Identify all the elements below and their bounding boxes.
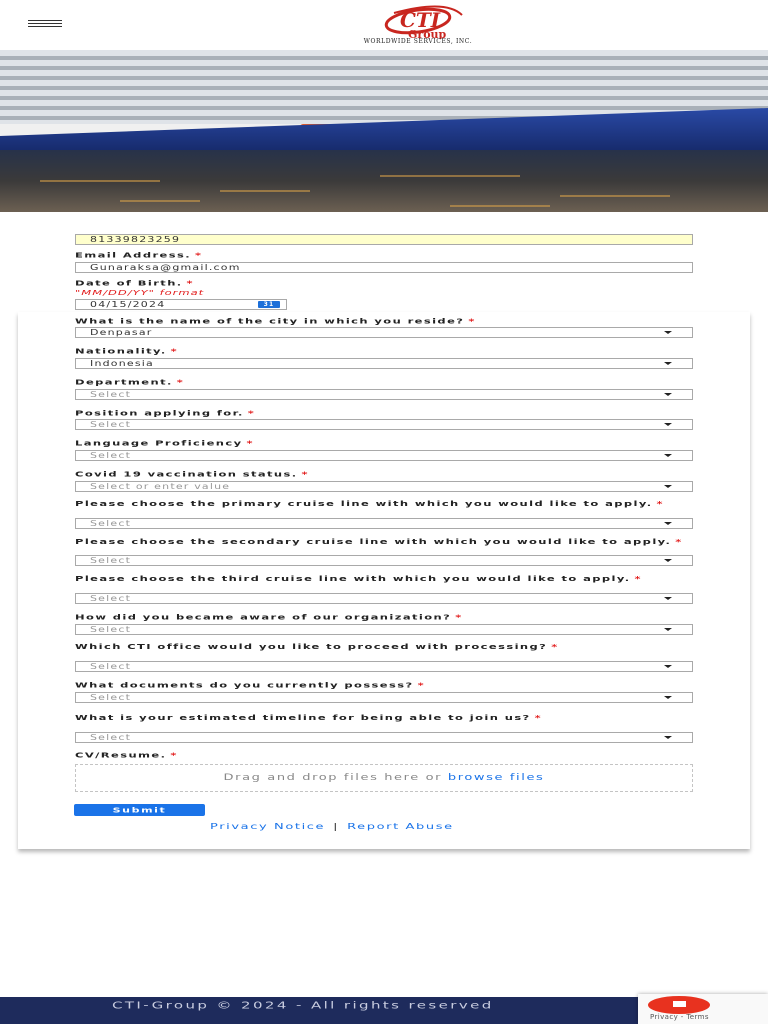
position-label: Position applying for. * (75, 408, 256, 418)
submit-button[interactable] (74, 804, 205, 816)
chevron-down-icon (664, 362, 672, 365)
timeline-select[interactable] (75, 732, 693, 743)
department-label: Department. * (75, 377, 185, 387)
chevron-down-icon (664, 522, 672, 525)
third-cruise-placeholder: Select (90, 593, 132, 604)
form-links (210, 822, 560, 831)
documents-placeholder: Select (90, 692, 132, 703)
language-select[interactable] (75, 450, 693, 461)
recaptcha-terms[interactable]: Privacy - Terms (650, 1013, 709, 1021)
nationality-value: Indonesia (90, 358, 154, 369)
third-cruise-label: Please choose the third cruise line with which you would like to apply. * (75, 574, 642, 584)
chevron-down-icon (664, 597, 672, 600)
language-label: Language Proficiency * (75, 438, 254, 448)
office-placeholder: Select (90, 661, 132, 672)
covid-select[interactable] (75, 481, 693, 492)
privacy-notice-link[interactable]: Privacy Notice (210, 822, 326, 832)
aware-placeholder: Select (90, 624, 132, 635)
office-select[interactable] (75, 661, 693, 672)
submit-label: Submit (112, 806, 167, 815)
link-separator: | (333, 822, 340, 832)
hero-cruise-ship-image (0, 50, 768, 212)
chevron-down-icon (664, 331, 672, 334)
chevron-down-icon (664, 393, 672, 396)
position-placeholder: Select (90, 419, 132, 430)
chevron-down-icon (664, 628, 672, 631)
cv-dropzone[interactable] (75, 764, 693, 792)
browse-files-link[interactable]: browse files (447, 772, 545, 783)
top-bar (0, 0, 768, 50)
city-label: What is the name of the city in which you reside? * (75, 316, 476, 326)
third-cruise-select[interactable] (75, 593, 693, 604)
phone-input[interactable] (75, 234, 693, 245)
logo-mark (336, 3, 500, 39)
city-value: Denpasar (90, 327, 153, 338)
dob-format-hint: "MM/DD/YY" format (75, 288, 205, 297)
cti-logo[interactable] (336, 3, 500, 47)
timeline-placeholder: Select (90, 732, 132, 743)
logo-word: Group (408, 28, 447, 39)
dropzone-text: Drag and drop files here or (223, 772, 443, 783)
recaptcha-badge[interactable] (638, 994, 768, 1024)
dob-value: 04/15/2024 (90, 299, 166, 310)
chevron-down-icon (664, 665, 672, 668)
primary-cruise-placeholder: Select (90, 518, 132, 529)
office-label: Which CTI office would you like to proceed with processing? * (75, 642, 559, 652)
chevron-down-icon (664, 485, 672, 488)
email-input[interactable] (75, 262, 693, 273)
aware-label: How did you became aware of our organization? * (75, 612, 463, 622)
aware-select[interactable] (75, 624, 693, 635)
department-select[interactable] (75, 389, 693, 400)
cv-label: CV/Resume. * (75, 750, 178, 760)
calendar-icon[interactable]: 31 (258, 301, 280, 308)
report-abuse-link[interactable]: Report Abuse (347, 822, 454, 832)
department-placeholder: Select (90, 389, 132, 400)
recaptcha-icon (648, 996, 710, 1014)
language-placeholder: Select (90, 450, 132, 461)
chevron-down-icon (664, 696, 672, 699)
covid-placeholder: Select or enter value (90, 481, 231, 492)
email-value: Gunaraksa@gmail.com (90, 262, 241, 273)
nationality-select[interactable] (75, 358, 693, 369)
secondary-cruise-select[interactable] (75, 555, 693, 566)
logo-subtitle: WORLDWIDE SERVICES, INC. (363, 38, 473, 45)
secondary-cruise-placeholder: Select (90, 555, 132, 566)
covid-label: Covid 19 vaccination status. * (75, 469, 309, 479)
chevron-down-icon (664, 454, 672, 457)
secondary-cruise-label: Please choose the secondary cruise line with which you would like to apply. * (75, 537, 683, 547)
timeline-label: What is your estimated timeline for being able to join us? * (75, 713, 543, 723)
logo-initials: CTI (400, 8, 441, 32)
footer-copyright: CTI-Group © 2024 - All rights reserved (112, 1000, 494, 1012)
chevron-down-icon (664, 736, 672, 739)
position-select[interactable] (75, 419, 693, 430)
chevron-down-icon (664, 559, 672, 562)
nationality-label: Nationality. * (75, 346, 179, 356)
city-select[interactable] (75, 327, 693, 338)
primary-cruise-select[interactable] (75, 518, 693, 529)
email-label: Email Address. * (75, 250, 203, 260)
primary-cruise-label: Please choose the primary cruise line with which you would like to apply. * (75, 499, 664, 509)
phone-value: 81339823259 (90, 234, 181, 245)
documents-select[interactable] (75, 692, 693, 703)
documents-label: What documents do you currently possess? * (75, 680, 425, 690)
hamburger-menu-icon[interactable] (28, 20, 62, 30)
dob-input[interactable] (75, 299, 287, 310)
dob-label: Date of Birth. * (75, 278, 194, 288)
chevron-down-icon (664, 423, 672, 426)
